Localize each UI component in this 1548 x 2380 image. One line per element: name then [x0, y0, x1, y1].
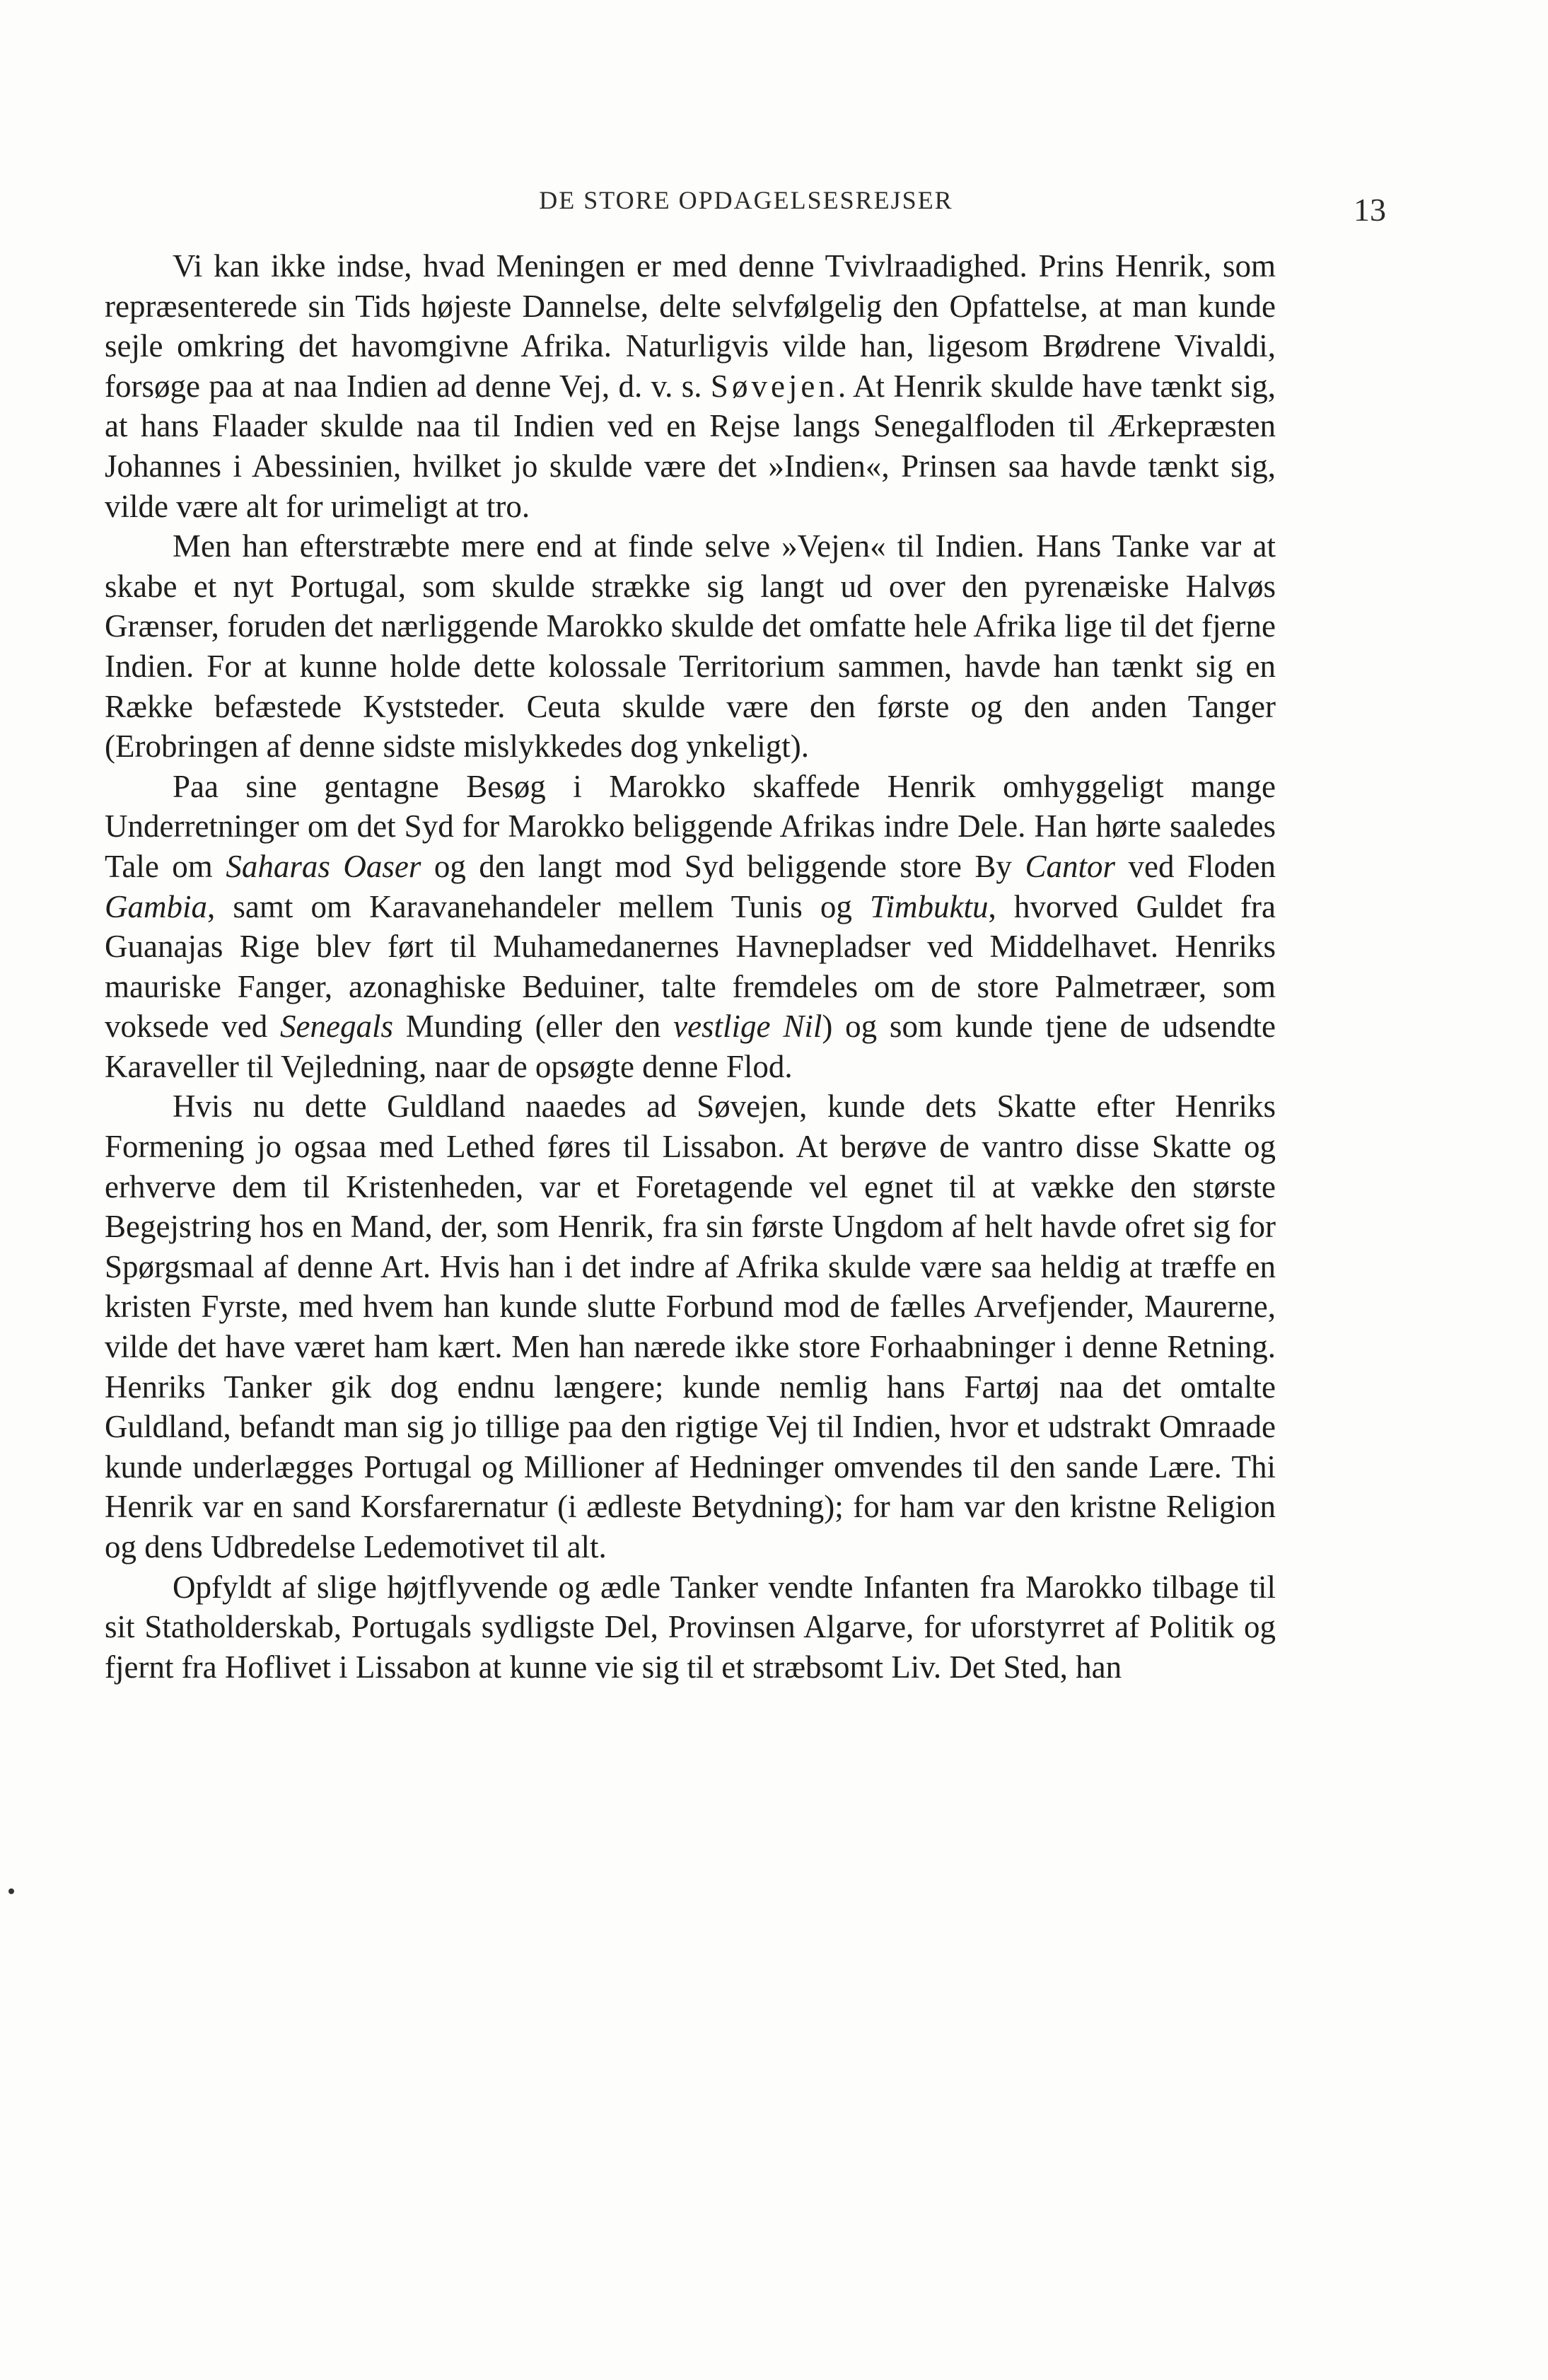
paragraph	[105, 1086, 1276, 1567]
text-run: , hvorved Guldet fra Guanajas Rige blev ført til Muhamedanernes Havnepladser ved Middelhavet. Henriks mauriske Fanger, azonaghiske Beduiner, talte fremdeles om de store Palmetræer, som voksede ved	[105, 888, 1276, 1045]
italic-term: Senegals	[280, 1009, 393, 1045]
italic-term: Timbuktu	[869, 888, 989, 924]
italic-term: Saharas Oaser	[226, 848, 421, 884]
text-run: , samt om Karavanehandeler mellem Tunis og	[207, 888, 870, 924]
text-run: og den langt mod Syd beliggende store By	[421, 848, 1025, 884]
text-run: . At Henrik skulde have tænkt sig, at hans Flaader skulde naa til Indien ved en Rejse langs Senegalfloden til Ærkepræsten Johannes i Abessinien, hvilket jo skulde være det »Indien«, Prinsen saa havde tænkt sig, vilde være alt for urimeligt at tro.	[105, 368, 1276, 524]
paragraph	[105, 246, 1276, 526]
text-run: Opfyldt af slige højtflyvende og ædle Tanker vendte Infanten fra Marokko tilbage til sit Statholderskab, Portugals sydligste Del, Provinsen Algarve, for uforstyrret af Politik og fjernt fra Hoflivet i Lissabon at kunne vie sig til et stræbsomt Liv. Det Sted, han	[105, 1569, 1276, 1685]
text-run: ) og som kunde tjene de udsendte Karaveller til Vejledning, naar de opsøgte denne Flod.	[105, 1009, 1276, 1084]
text-run: Vi kan ikke indse, hvad Meningen er med denne Tvivlraadighed. Prins Henrik, som repræsenterede sin Tids højeste Dannelse, delte selvfølgelig den Opfattelse, at man kunde sejle omkring det havomgivne Afrika. Naturligvis vilde han, ligesom Brødrene Vivaldi, forsøge paa at naa Indien ad denne Vej, d. v. s.	[105, 248, 1276, 404]
paragraph	[105, 767, 1276, 1087]
text-run: Men han efterstræbte mere end at finde selve »Vejen« til Indien. Hans Tanke var at skabe et nyt Portugal, som skulde strække sig langt ud over den pyrenæiske Halvøs Grænser, foruden det nærliggende Marokko skulde det omfatte hele Afrika lige til det fjerne Indien. For at kunne holde dette kolossale Territorium sammen, havde han tænkt sig en Række befæstede Kyststeder. Ceuta skulde være den første og den anden Tanger (Erobringen af denne sidste mislykkedes dog ynkeligt).	[105, 528, 1276, 765]
italic-term: Gambia	[105, 888, 207, 924]
body-text	[105, 246, 1276, 1687]
print-speck-mark	[8, 1888, 14, 1894]
paragraph	[105, 526, 1276, 767]
text-run: Paa sine gentagne Besøg i Marokko skaffede Henrik omhyggeligt mange Underretninger om det Syd for Marokko beliggende Afrikas indre Dele. Han hørte saaledes Tale om	[105, 768, 1276, 884]
page-number: 13	[1354, 192, 1386, 228]
text-run: ved Floden	[1115, 848, 1276, 884]
text-run: Munding (eller den	[393, 1009, 674, 1045]
italic-term: vestlige Nil	[673, 1009, 822, 1045]
italic-term: Cantor	[1025, 848, 1115, 884]
running-head	[106, 185, 1386, 228]
running-title: DE STORE OPDAGELSESREJSER	[539, 186, 953, 214]
text-run: Hvis nu dette Guldland naaedes ad Søvejen, kunde dets Skatte efter Henriks Formening jo ogsaa med Lethed føres til Lissabon. At berøve de vantro disse Skatte og erhverve dem til Kristenheden, var et Foretagende vel egnet til at vække den største Begejstring hos en Mand, der, som Henrik, fra sin første Ungdom af helt havde ofret sig for Spørgsmaal af denne Art. Hvis han i det indre af Afrika skulde være saa heldig at træffe en kristen Fyrste, med hvem han kunde slutte Forbund mod de fælles Arvefjender, Maurerne, vilde det have været ham kært. Men han nærede ikke store Forhaabninger i denne Retning. Henriks Tanker gik dog endnu længere; kunde nemlig hans Fartøj naa det omtalte Guldland, befandt man sig jo tillige paa den rigtige Vej til Indien, hvor et udstrakt Omraade kunde underlægges Portugal og Millioner af Hedninger omvendes til den sande Lære. Thi Henrik var en sand Korsfarernatur (i ædleste Betydning); for ham var den kristne Religion og dens Udbredelse Ledemotivet til alt.	[105, 1089, 1276, 1565]
spaced-emphasis: Søvejen	[710, 368, 838, 404]
paragraph	[105, 1567, 1276, 1688]
